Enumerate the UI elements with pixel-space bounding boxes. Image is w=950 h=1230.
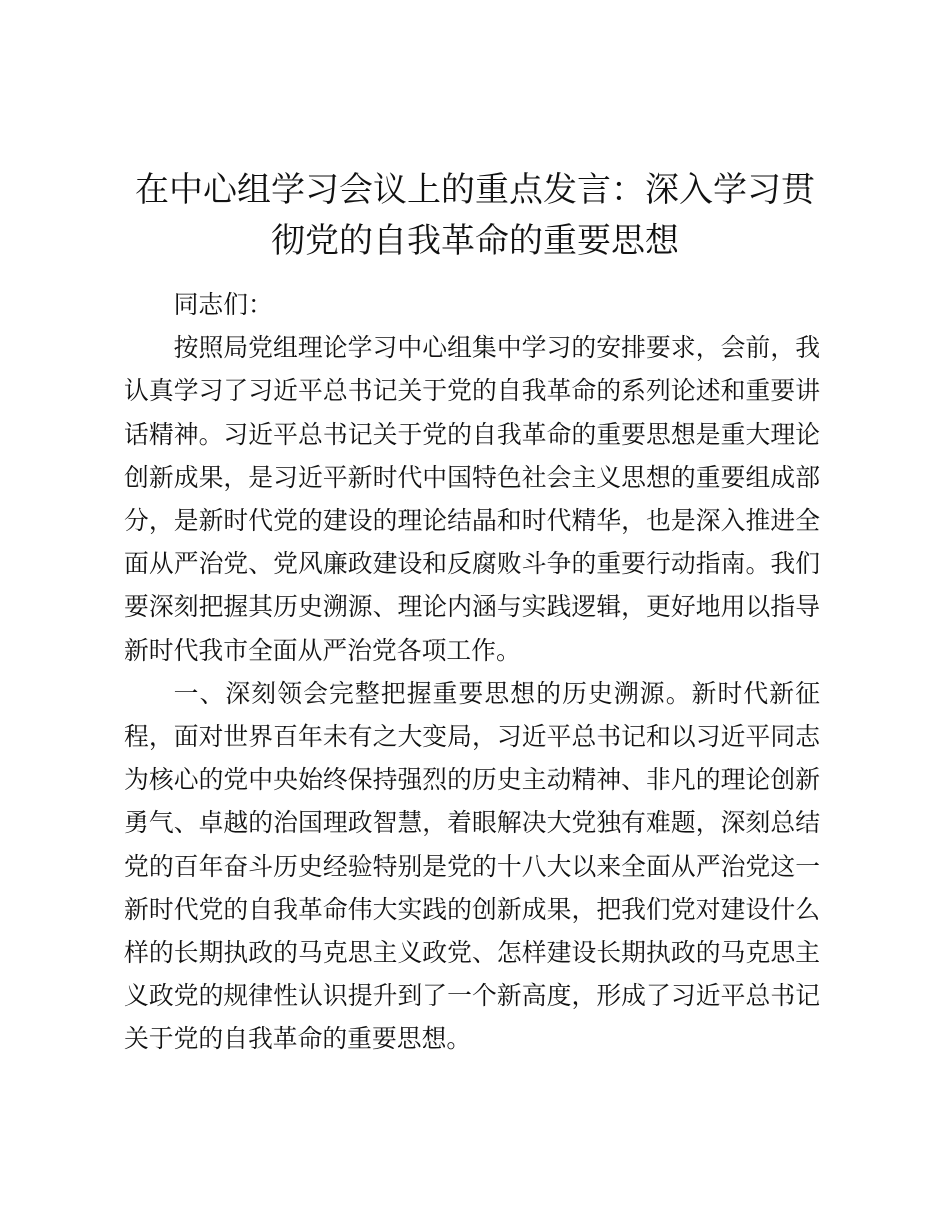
title-line-1: 在中心组学习会议上的重点发言：深入学习贯 xyxy=(135,170,815,210)
document-title xyxy=(122,165,828,267)
document-body xyxy=(124,283,820,1061)
paragraph-1: 按照局党组理论学习中心组集中学习的安排要求，会前，我认真学习了习近平总书记关于党的自我革命的系列论述和重要讲话精神。习近平总书记关于党的自我革命的重要思想是重大理论创新成果，是习近平新时代中国特色社会主义思想的重要组成部分，是新时代党的建设的理论结晶和时代精华，也是深入推进全面从严治党、党风廉政建设和反腐败斗争的重要行动指南。我们要深刻把握其历史溯源、理论内涵与实践逻辑，更好地用以指导新时代我市全面从严治党各项工作。 xyxy=(124,333,820,665)
paragraph-2: 一、深刻领会完整把握重要思想的历史溯源。新时代新征程，面对世界百年未有之大变局，习近平总书记和以习近平同志为核心的党中央始终保持强烈的历史主动精神、非凡的理论创新勇气、卓越的治国理政智慧，着眼解决大党独有难题，深刻总结党的百年奋斗历史经验特别是党的十八大以来全面从严治党这一新时代党的自我革命伟大实践的创新成果，把我们党对建设什么样的长期执政的马克思主义政党、怎样建设长期执政的马克思主义政党的规律性认识提升到了一个新高度，形成了习近平总书记关于党的自我革命的重要思想。 xyxy=(124,678,820,1054)
title-line-2: 彻党的自我革命的重要思想 xyxy=(271,221,679,261)
salutation: 同志们： xyxy=(173,290,273,319)
